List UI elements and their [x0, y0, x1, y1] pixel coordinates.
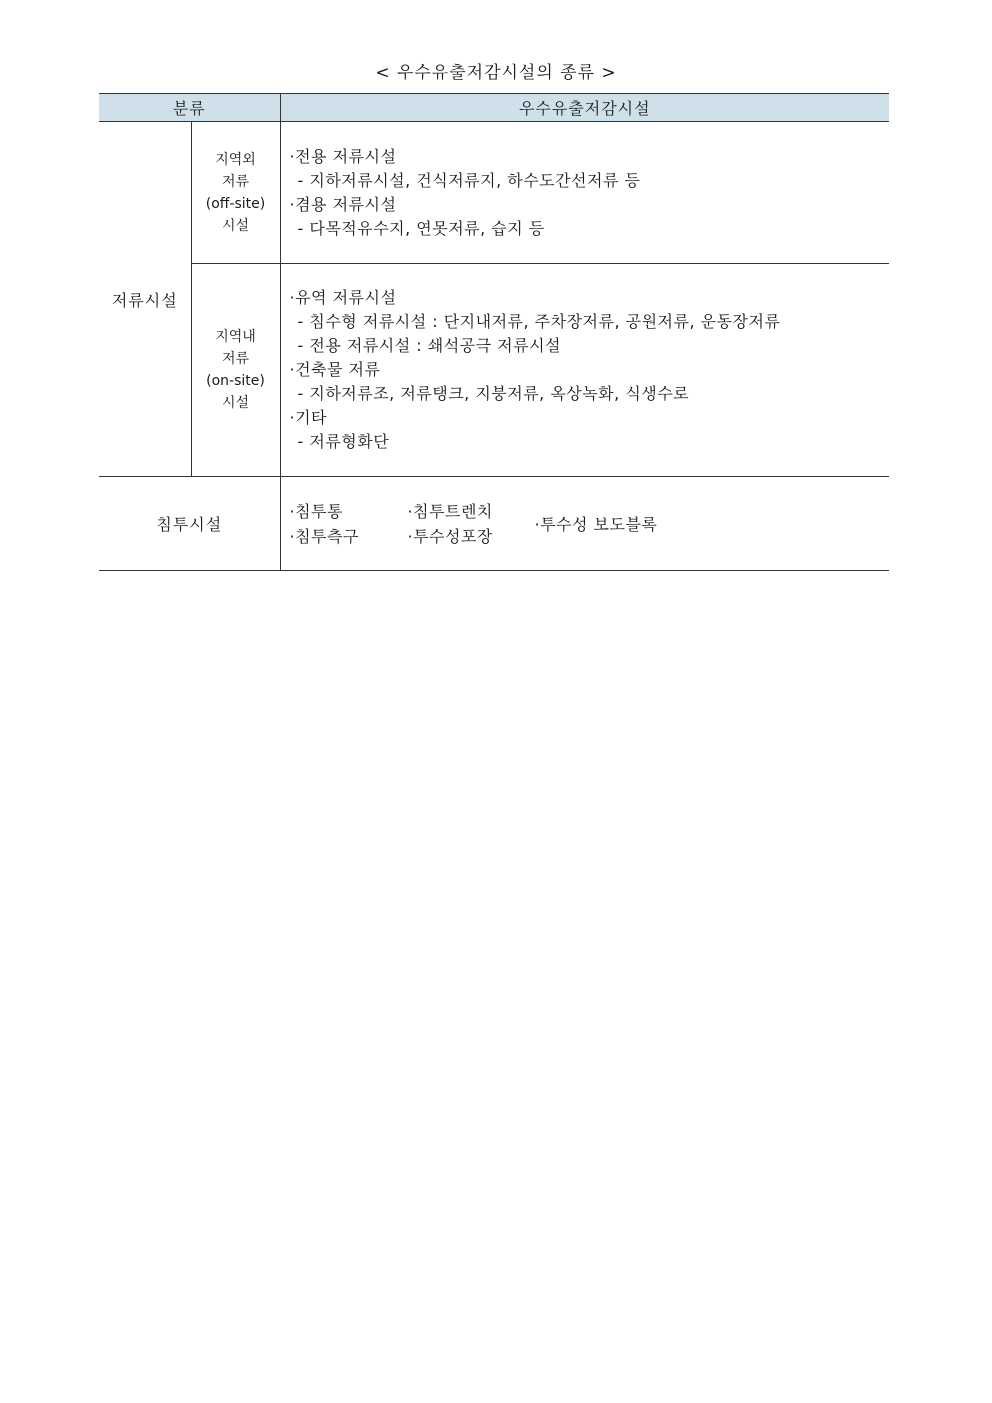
- offsite-label-line: 지역외: [215, 151, 256, 168]
- storage-category: 저류시설: [99, 122, 191, 477]
- content-line: ·전용 저류시설: [289, 146, 397, 166]
- content-line: ·건축물 저류: [289, 360, 381, 379]
- infiltration-item: ·투수성포장: [407, 527, 493, 546]
- header-facility: 우수유출저감시설: [280, 94, 889, 122]
- infiltration-content: [280, 477, 889, 571]
- table-caption: < 우수유출저감시설의 종류 >: [375, 63, 617, 83]
- content-line: - 지하저류조, 저류탱크, 지붕저류, 옥상녹화, 식생수로: [297, 384, 690, 403]
- infiltration-item: ·침투통: [289, 502, 343, 521]
- content-line: - 다목적유수지, 연못저류, 습지 등: [297, 218, 545, 238]
- onsite-content: [280, 264, 889, 477]
- onsite-label-line: 지역내: [215, 329, 256, 345]
- infiltration-item: ·침투측구: [289, 527, 359, 546]
- onsite-label-line: 시설: [221, 395, 250, 411]
- offsite-label-line: 시설: [221, 217, 250, 234]
- table-row: [99, 122, 889, 264]
- content-line: ·기타: [289, 408, 328, 427]
- content-line: ·겸용 저류시설: [289, 194, 397, 214]
- table-row: [99, 264, 889, 477]
- onsite-label: [191, 264, 280, 477]
- infiltration-item: ·침투트렌치: [407, 502, 493, 521]
- table-row: [99, 477, 889, 571]
- infiltration-category: 침투시설: [99, 477, 280, 571]
- header-classification: 분류: [99, 94, 280, 122]
- content-line: ·유역 저류시설: [289, 288, 397, 307]
- content-line: - 저류형화단: [297, 432, 390, 451]
- content-line: - 지하저류시설, 건식저류지, 하수도간선저류 등: [297, 170, 641, 190]
- onsite-label-line: 저류: [221, 351, 250, 367]
- table-header-row: [99, 94, 889, 122]
- facility-table: [99, 93, 889, 571]
- offsite-label: [191, 122, 280, 264]
- content-line: - 전용 저류시설 : 쇄석공극 저류시설: [297, 336, 561, 355]
- infiltration-item: ·투수성 보도블록: [534, 515, 658, 534]
- offsite-label-line: 저류: [221, 173, 250, 190]
- offsite-content: [280, 122, 889, 264]
- onsite-label-line: (on-site): [206, 373, 265, 389]
- content-line: - 침수형 저류시설 : 단지내저류, 주차장저류, 공원저류, 운동장저류: [297, 312, 781, 331]
- offsite-label-line: (off-site): [205, 195, 266, 212]
